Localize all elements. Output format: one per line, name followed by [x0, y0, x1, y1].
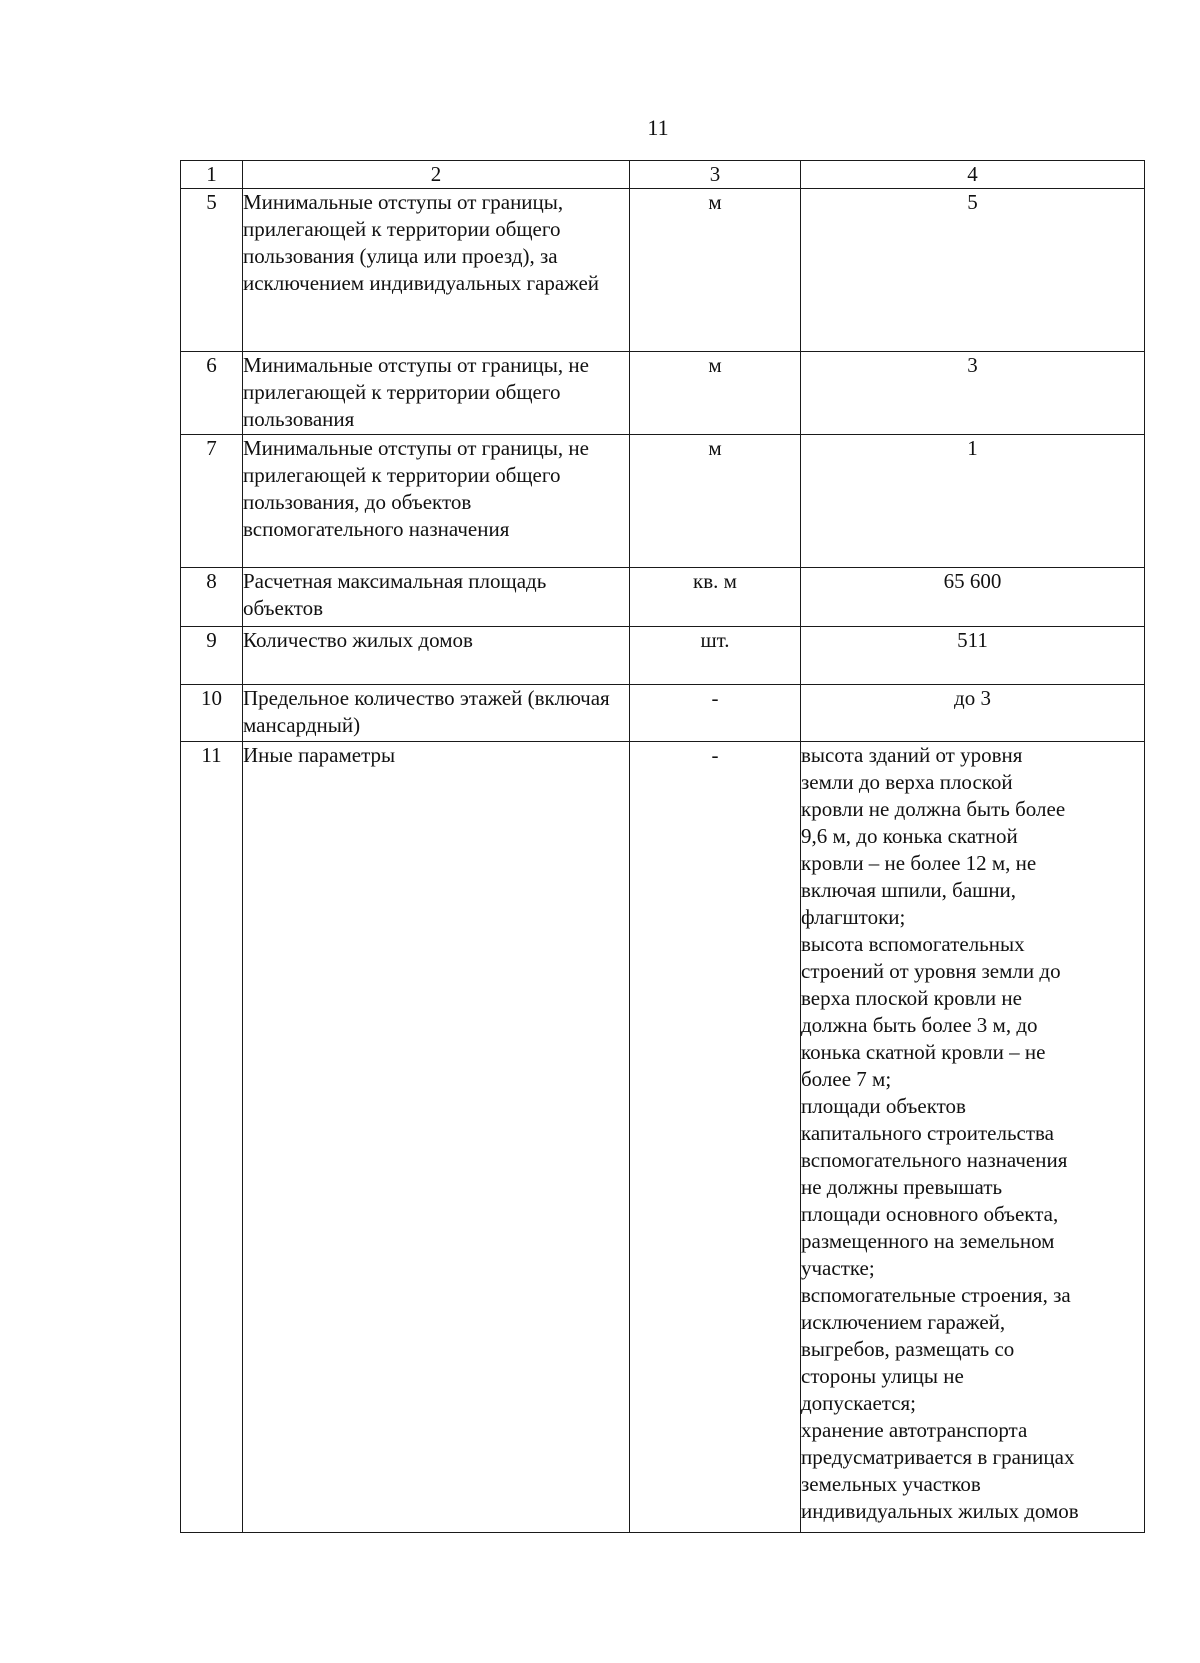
value-line: строений от уровня земли до: [801, 959, 1061, 983]
value-line: площади объектов: [801, 1094, 966, 1118]
parameter-name: Предельное количество этажей (включая мансардный): [243, 685, 630, 742]
value-line: предусматривается в границах: [801, 1445, 1075, 1469]
row-number: 5: [181, 189, 243, 352]
row-number: 7: [181, 435, 243, 568]
parameter-name: Количество жилых домов: [243, 627, 630, 685]
value-line: вспомогательные строения, за: [801, 1283, 1071, 1307]
column-header: 4: [801, 161, 1145, 189]
parameter-value: до 3: [801, 685, 1145, 742]
parameter-unit: -: [630, 742, 801, 1533]
table-row: [181, 568, 1145, 627]
parameter-unit: шт.: [630, 627, 801, 685]
row-number: 10: [181, 685, 243, 742]
row-number: 9: [181, 627, 243, 685]
parameter-value: 511: [801, 627, 1145, 685]
value-line: капитального строительства: [801, 1121, 1054, 1145]
value-line: включая шпили, башни,: [801, 878, 1017, 902]
value-line: допускается;: [801, 1391, 917, 1415]
column-header: 2: [243, 161, 630, 189]
value-line: размещенного на земельном: [801, 1229, 1055, 1253]
value-line: верха плоской кровли не: [801, 986, 1022, 1010]
parameter-value-text: [801, 742, 1145, 1533]
parameter-unit: м: [630, 352, 801, 435]
table-row: [181, 189, 1145, 352]
value-line: земли до верха плоской: [801, 770, 1013, 794]
parameter-unit: м: [630, 189, 801, 352]
table-row: [181, 352, 1145, 435]
parameter-unit: м: [630, 435, 801, 568]
parameter-name: Расчетная максимальная площадь объектов: [243, 568, 630, 627]
parameter-name: Иные параметры: [243, 742, 630, 1533]
parameter-value: 1: [801, 435, 1145, 568]
value-line: кровли не должна быть более: [801, 797, 1066, 821]
value-line: высота вспомогательных: [801, 932, 1025, 956]
parameter-name: Минимальные отступы от границы, не прилегающей к территории общего пользования: [243, 352, 630, 435]
value-line: конька скатной кровли – не: [801, 1040, 1046, 1064]
parameter-name: Минимальные отступы от границы, не прилегающей к территории общего пользования, до объектов вспомогательного назначения: [243, 435, 630, 568]
value-line: более 7 м;: [801, 1067, 892, 1091]
table-row: [181, 685, 1145, 742]
value-line: должна быть более 3 м, до: [801, 1013, 1038, 1037]
table-row: [181, 627, 1145, 685]
table-row: [181, 742, 1145, 1533]
parameters-table: [180, 160, 1145, 1533]
value-line: вспомогательного назначения: [801, 1148, 1068, 1172]
page-number: 11: [647, 115, 669, 140]
value-line: хранение автотранспорта: [801, 1418, 1028, 1442]
parameter-unit: кв. м: [630, 568, 801, 627]
value-line: индивидуальных жилых домов: [801, 1499, 1079, 1523]
row-number: 6: [181, 352, 243, 435]
value-line: флагштоки;: [801, 905, 906, 929]
row-number: 8: [181, 568, 243, 627]
value-line: высота зданий от уровня: [801, 743, 1023, 767]
parameter-value: 65 600: [801, 568, 1145, 627]
column-header: 3: [630, 161, 801, 189]
value-line: площади основного объекта,: [801, 1202, 1059, 1226]
table-row: [181, 435, 1145, 568]
column-header: 1: [181, 161, 243, 189]
value-line: выгребов, размещать со: [801, 1337, 1015, 1361]
value-line: кровли – не более 12 м, не: [801, 851, 1037, 875]
value-line: не должны превышать: [801, 1175, 1003, 1199]
value-line: земельных участков: [801, 1472, 981, 1496]
value-line: 9,6 м, до конька скатной: [801, 824, 1018, 848]
parameter-name: Минимальные отступы от границы, прилегающей к территории общего пользования (улица или проезд), за исключением индивидуальных гаражей: [243, 189, 630, 352]
value-line: исключением гаражей,: [801, 1310, 1006, 1334]
value-line: участке;: [801, 1256, 875, 1280]
parameter-unit: -: [630, 685, 801, 742]
table-header-row: [181, 161, 1145, 189]
row-number: 11: [181, 742, 243, 1533]
parameter-value: 5: [801, 189, 1145, 352]
value-line: стороны улицы не: [801, 1364, 964, 1388]
parameter-value: 3: [801, 352, 1145, 435]
